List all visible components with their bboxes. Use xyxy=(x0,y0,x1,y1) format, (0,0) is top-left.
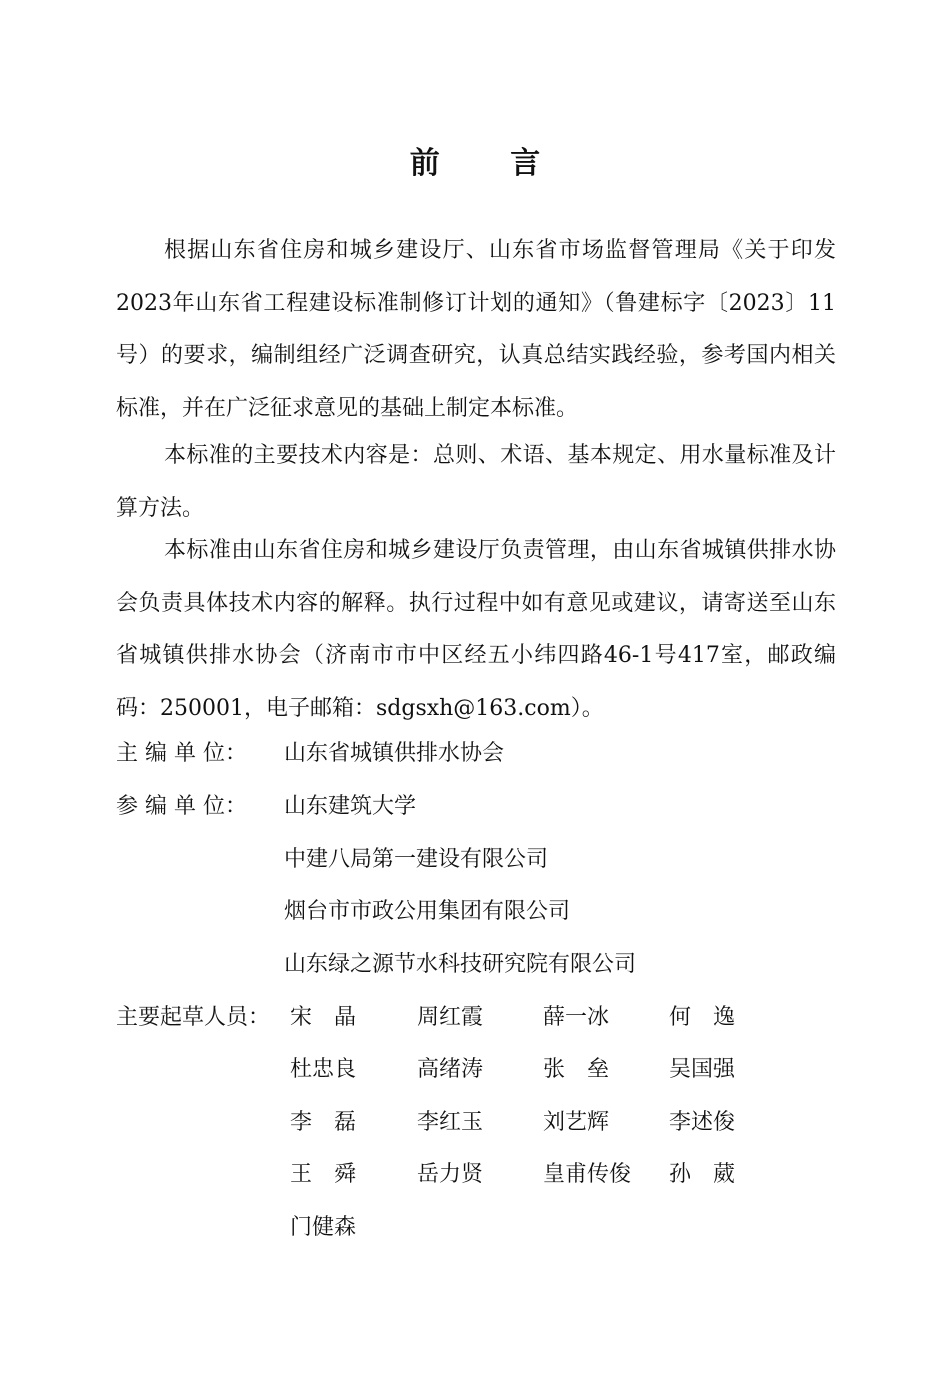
chief-unit-row xyxy=(116,734,504,774)
paragraph-content: 本标准的主要技术内容是：总则、术语、基本规定、用水量标准及计算方法。 xyxy=(116,443,836,521)
drafter-name: 何 逸 xyxy=(669,1005,736,1030)
drafter-name: 刘艺辉 xyxy=(543,1110,610,1135)
drafter-name: 门健森 xyxy=(290,1215,357,1240)
paragraph-management: 本标准由山东省住房和城乡建设厅负责管理，由山东省城镇供排水协会负责具体技术内容的解释。执行过程中如有意见或建议，请寄送至山东省城镇供排水协会（济南市市中区经五小纬四路46-1号417室，邮政编码：250001，电子邮箱：sdgsxh@163.com）。 xyxy=(116,538,836,721)
participating-unit-label: 参 编 单 位： xyxy=(116,794,247,819)
participating-unit-value: 中建八局第一建设有限公司 xyxy=(284,847,549,872)
drafter-name: 高绪涛 xyxy=(417,1057,484,1082)
participating-unit-row xyxy=(116,787,416,827)
paragraph-basis: 根据山东省住房和城乡建设厅、山东省市场监督管理局《关于印发2023年山东省工程建设标准制修订计划的通知》（鲁建标字〔2023〕11号）的要求，编制组经广泛调查研究，认真总结实践经验，参考国内相关标准，并在广泛征求意见的基础上制定本标准。 xyxy=(116,238,836,421)
drafter-name: 吴国强 xyxy=(669,1057,736,1082)
participating-unit-value: 山东建筑大学 xyxy=(284,794,417,819)
drafter-name: 岳力贤 xyxy=(417,1162,484,1187)
drafter-name: 薛一冰 xyxy=(543,1005,610,1030)
participating-unit-value: 烟台市市政公用集团有限公司 xyxy=(284,899,571,924)
drafter-name: 周红霞 xyxy=(417,1005,484,1030)
drafter-name: 宋 晶 xyxy=(290,1005,357,1030)
drafter-name: 杜忠良 xyxy=(290,1057,357,1082)
participating-unit-value: 山东绿之源节水科技研究院有限公司 xyxy=(284,952,637,977)
drafter-name: 皇甫传俊 xyxy=(543,1162,632,1187)
drafters-label: 主要起草人员： xyxy=(116,1005,271,1030)
drafter-name: 李红玉 xyxy=(417,1110,484,1135)
drafter-name: 张 垒 xyxy=(543,1057,610,1082)
chief-unit-value: 山东省城镇供排水协会 xyxy=(284,741,505,766)
drafter-name: 王 舜 xyxy=(290,1162,357,1187)
drafter-name: 李 磊 xyxy=(290,1110,357,1135)
drafter-name: 李述俊 xyxy=(669,1110,736,1135)
chief-unit-label: 主 编 单 位： xyxy=(116,741,247,766)
page-title: 前 言 xyxy=(409,146,571,181)
drafter-name: 孙 葳 xyxy=(669,1162,736,1187)
